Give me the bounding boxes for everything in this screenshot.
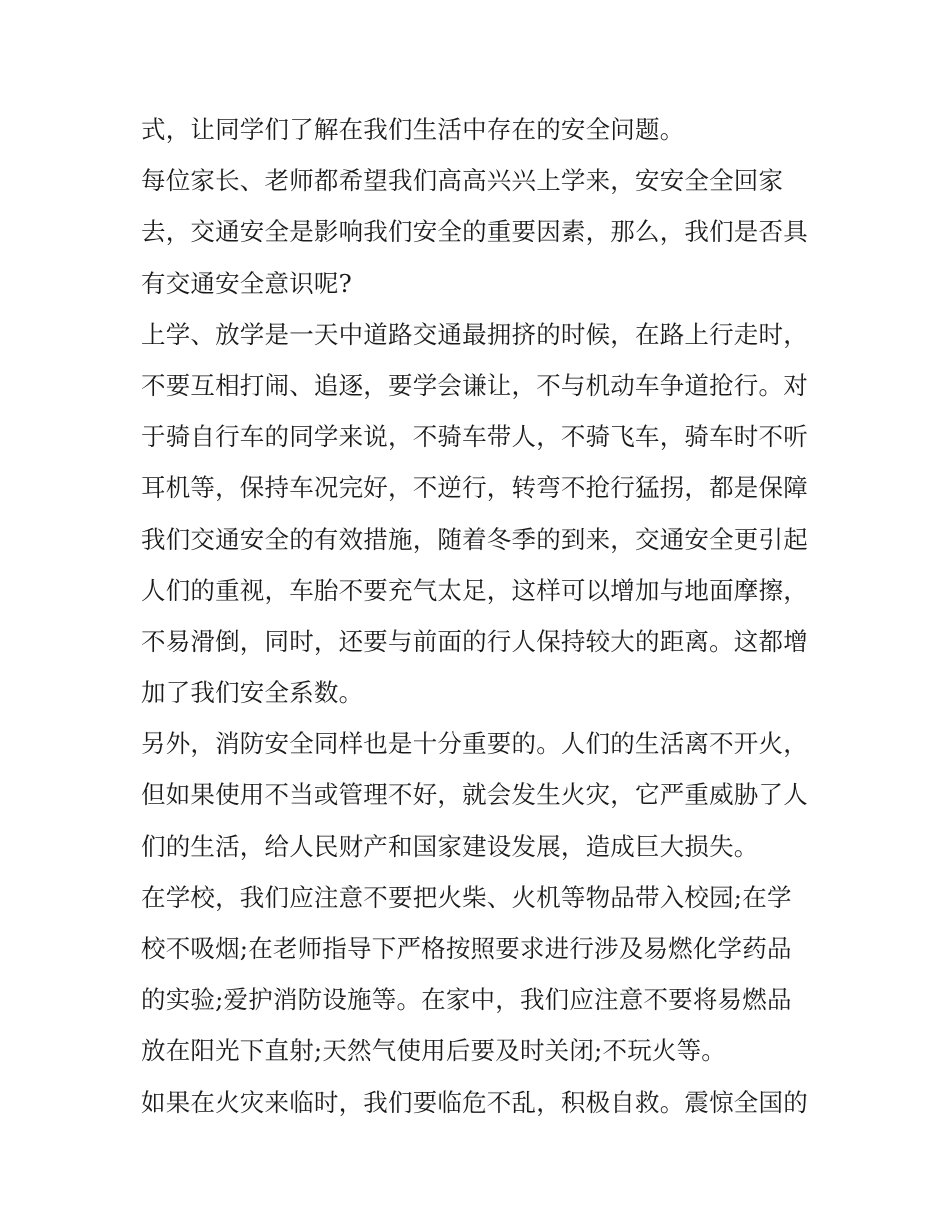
text-line: 们的生活，给人民财产和国家建设发展，造成巨大损失。 <box>141 831 759 861</box>
text-line: 的实验;爱护消防设施等。在家中，我们应注意不要将易燃品 <box>141 985 792 1015</box>
text-line: 但如果使用不当或管理不好，就会发生火灾，它严重威胁了人 <box>141 780 808 810</box>
text-line: 放在阳光下直射;天然气使用后要及时关闭;不玩火等。 <box>141 1036 727 1066</box>
text-line: 加了我们安全系数。 <box>141 678 364 708</box>
text-line: 每位家长、老师都希望我们高高兴兴上学来，安安全全回家 <box>141 166 784 196</box>
text-line: 不易滑倒，同时，还要与前面的行人保持较大的距离。这都增 <box>141 626 808 656</box>
text-line: 耳机等，保持车况完好，不逆行，转弯不抢行猛拐，都是保障 <box>141 473 808 503</box>
text-line: 有交通安全意识呢? <box>141 268 352 298</box>
text-line: 我们交通安全的有效措施，随着冬季的到来，交通安全更引起 <box>141 524 808 554</box>
text-line: 上学、放学是一天中道路交通最拥挤的时候，在路上行走时， <box>141 319 808 349</box>
text-line: 校不吸烟;在老师指导下严格按照要求进行涉及易燃化学药品 <box>141 934 792 963</box>
text-line: 不要互相打闹、追逐，要学会谦让，不与机动车争道抢行。对 <box>141 370 808 400</box>
text-line: 另外，消防安全同样也是十分重要的。人们的生活离不开火， <box>141 729 808 759</box>
body-text <box>141 104 813 1128</box>
text-line: 于骑自行车的同学来说，不骑车带人，不骑飞车，骑车时不听 <box>141 422 808 452</box>
text-line: 在学校，我们应注意不要把火柴、火机等物品带入校园;在学 <box>141 882 792 912</box>
text-line: 如果在火灾来临时，我们要临危不乱，积极自救。震惊全国的 <box>141 1087 808 1117</box>
text-line: 去，交通安全是影响我们安全的重要因素，那么，我们是否具 <box>141 217 808 247</box>
text-line: 人们的重视，车胎不要充气太足，这样可以增加与地面摩擦， <box>141 575 808 605</box>
text-line: 式，让同学们了解在我们生活中存在的安全问题。 <box>141 115 685 144</box>
